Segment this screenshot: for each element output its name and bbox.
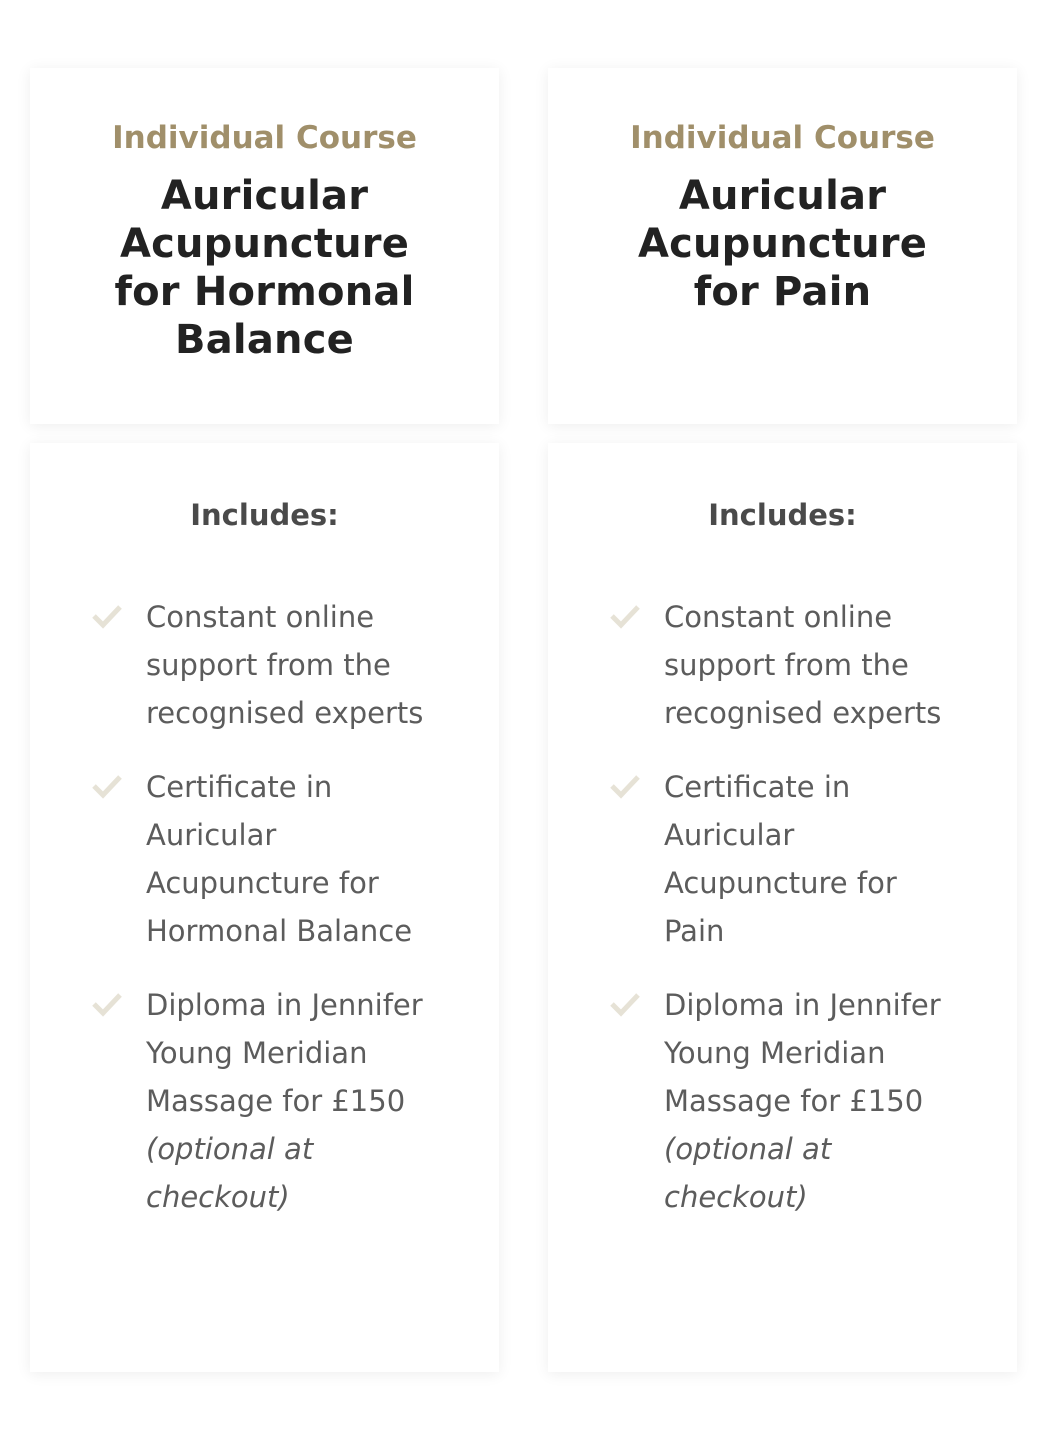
- feature-text: Constant online support from the recognised experts: [146, 600, 424, 730]
- includes-heading: Includes:: [190, 498, 339, 532]
- course-includes-card: [30, 443, 499, 1372]
- feature-text: Diploma in Jennifer Young Meridian Massage for £150 (optional at checkout): [146, 988, 423, 1214]
- check-icon: [608, 599, 642, 633]
- course-title: Auricular Acupuncture for Pain: [637, 173, 928, 315]
- feature-text: Constant online support from the recognised experts: [664, 600, 942, 730]
- check-icon: [90, 599, 124, 633]
- check-icon: [608, 769, 642, 803]
- feature-item: [90, 593, 446, 737]
- check-icon: [90, 987, 124, 1021]
- feature-text: Certificate in Auricular Acupuncture for Hormonal Balance: [146, 770, 413, 948]
- feature-list: [608, 593, 964, 1247]
- feature-text: Diploma in Jennifer Young Meridian Massage for £150 (optional at checkout): [664, 988, 941, 1214]
- check-icon: [90, 769, 124, 803]
- check-icon: [608, 987, 642, 1021]
- includes-heading: Includes:: [708, 498, 857, 532]
- course-type-label: Individual Course: [112, 120, 417, 156]
- course-type-label: Individual Course: [630, 120, 935, 156]
- course-header-card: [30, 68, 499, 424]
- feature-item: [608, 763, 964, 955]
- feature-item: [608, 593, 964, 737]
- feature-text: Certificate in Auricular Acupuncture for Pain: [664, 770, 897, 948]
- feature-item: [608, 981, 964, 1221]
- feature-list: [90, 593, 446, 1247]
- course-includes-card: [548, 443, 1017, 1372]
- course-header-card: [548, 68, 1017, 424]
- feature-item: [90, 981, 446, 1221]
- feature-item: [90, 763, 446, 955]
- course-title: Auricular Acupuncture for Hormonal Balance: [114, 173, 415, 363]
